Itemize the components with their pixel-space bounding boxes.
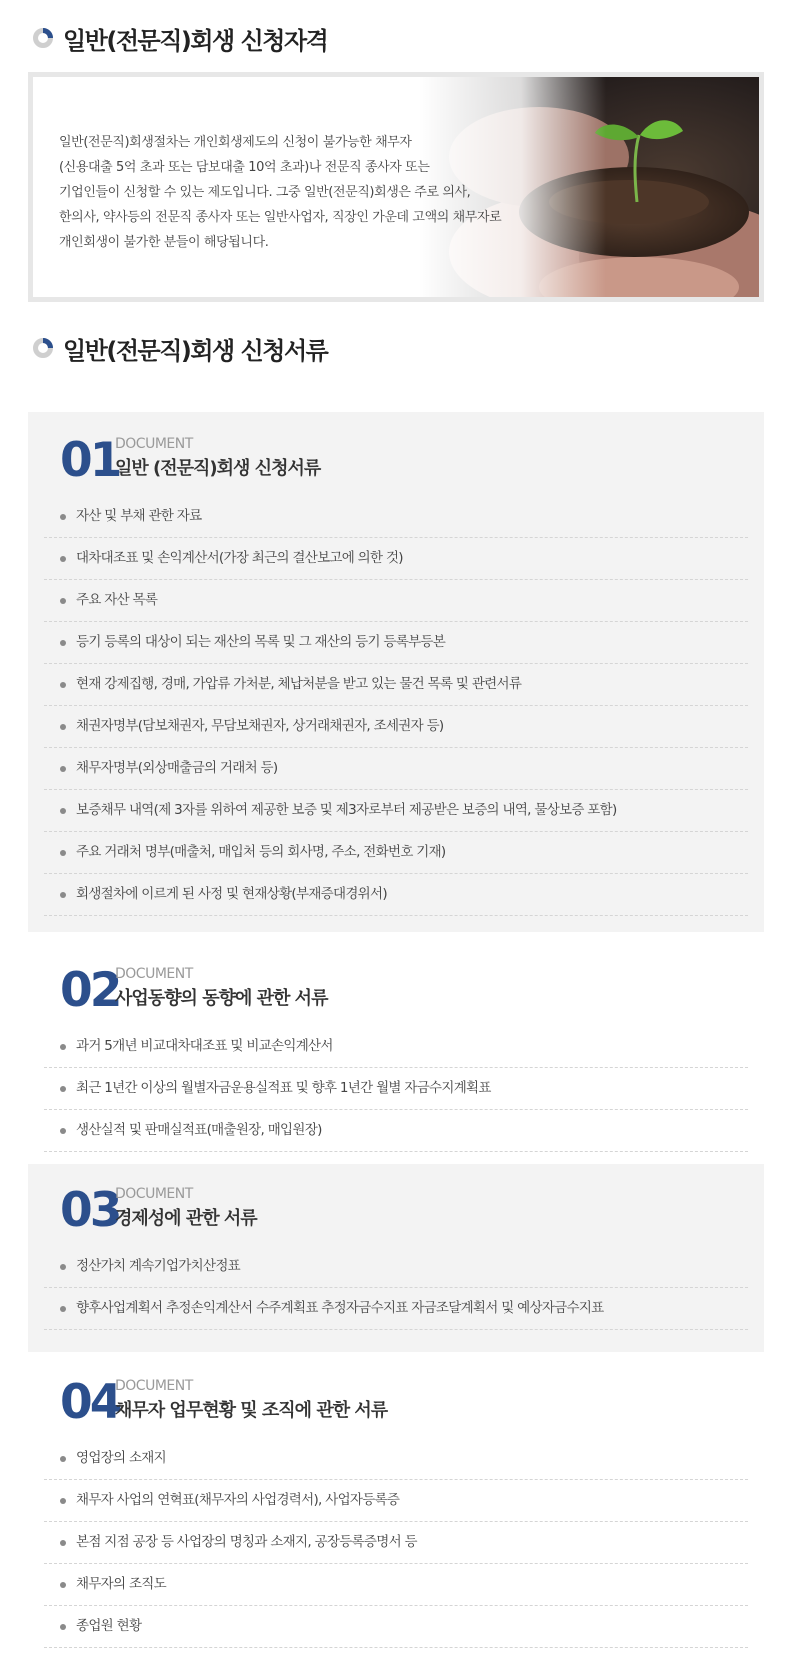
document-list xyxy=(44,496,748,916)
section-title: 채무자 업무현황 및 조직에 관한 서류 xyxy=(115,1400,388,1421)
list-item-text: 자산 및 부채 관한 자료 xyxy=(76,508,202,524)
list-item-text: 채무자명부(외상매출금의 거래처 등) xyxy=(76,760,278,776)
bullet-dot-icon xyxy=(60,892,66,898)
documents-heading xyxy=(32,330,327,366)
list-item xyxy=(44,874,748,916)
list-item xyxy=(44,1246,748,1288)
document-list xyxy=(44,1246,748,1330)
document-section-03 xyxy=(28,1164,764,1352)
list-item-text: 채권자명부(담보채권자, 무담보채권자, 상거래채권자, 조세권자 등) xyxy=(76,718,444,734)
qualification-line: 개인회생이 불가한 분들이 해당됩니다. xyxy=(59,235,269,250)
bullet-dot-icon xyxy=(60,598,66,604)
list-item-text: 보증채무 내역(제 3자를 위하여 제공한 보증 및 제3자로부터 제공받은 보증의 내역, 물상보증 포함) xyxy=(76,802,617,818)
section-title: 일반 (전문직)회생 신청서류 xyxy=(115,458,321,479)
list-item-text: 회생절차에 이르게 된 사정 및 현재상황(부재증대경위서) xyxy=(76,886,387,902)
qualification-line: 기업인들이 신청할 수 있는 제도입니다. 그중 일반(전문직)회생은 주로 의사, xyxy=(59,185,471,200)
bullet-dot-icon xyxy=(60,514,66,520)
list-item xyxy=(44,622,748,664)
list-item-text: 등기 등록의 대상이 되는 재산의 목록 및 그 재산의 등기 등록부등본 xyxy=(76,634,446,650)
section-number: 04 xyxy=(60,1375,120,1430)
list-item xyxy=(44,1480,748,1522)
list-item xyxy=(44,1026,748,1068)
list-item xyxy=(44,538,748,580)
ring-bullet-icon xyxy=(32,337,54,359)
list-item xyxy=(44,832,748,874)
bullet-dot-icon xyxy=(60,808,66,814)
section-number: 03 xyxy=(60,1183,120,1238)
document-list xyxy=(44,1026,748,1152)
list-item xyxy=(44,790,748,832)
document-section-01 xyxy=(28,412,764,932)
list-item-text: 현재 강제집행, 경매, 가압류 가처분, 체납처분을 받고 있는 물건 목록 및 관련서류 xyxy=(76,676,522,692)
bullet-dot-icon xyxy=(60,1540,66,1546)
qualification-line: 한의사, 약사등의 전문직 종사자 또는 일반사업자, 직장인 가운데 고액의 채무자로 xyxy=(59,210,502,225)
section-label: DOCUMENT xyxy=(115,966,193,982)
list-item-text: 정산가치 계속기업가치산정표 xyxy=(76,1258,241,1274)
section-number: 01 xyxy=(60,433,120,488)
list-item xyxy=(44,496,748,538)
bullet-dot-icon xyxy=(60,640,66,646)
qualification-description xyxy=(59,130,509,255)
bullet-dot-icon xyxy=(60,682,66,688)
list-item-text: 채무자 사업의 연혁표(채무자의 사업경력서), 사업자등록증 xyxy=(76,1492,400,1508)
list-item xyxy=(44,1110,748,1152)
bullet-dot-icon xyxy=(60,1624,66,1630)
bullet-dot-icon xyxy=(60,1128,66,1134)
list-item xyxy=(44,1606,748,1648)
bullet-dot-icon xyxy=(60,1264,66,1270)
bullet-dot-icon xyxy=(60,1456,66,1462)
qualification-panel xyxy=(28,72,764,302)
list-item xyxy=(44,1288,748,1330)
bullet-dot-icon xyxy=(60,766,66,772)
list-item-text: 종업원 현황 xyxy=(76,1618,142,1634)
list-item xyxy=(44,748,748,790)
section-label: DOCUMENT xyxy=(115,436,193,452)
document-section-04 xyxy=(28,1370,764,1660)
list-item-text: 대차대조표 및 손익계산서(가장 최근의 결산보고에 의한 것) xyxy=(76,550,403,566)
bullet-dot-icon xyxy=(60,1582,66,1588)
list-item xyxy=(44,664,748,706)
list-item xyxy=(44,1438,748,1480)
list-item-text: 본점 지점 공장 등 사업장의 명칭과 소재지, 공장등록증명서 등 xyxy=(76,1534,417,1550)
document-list xyxy=(44,1438,748,1648)
list-item-text: 생산실적 및 판매실적표(매출원장, 매입원장) xyxy=(76,1122,322,1138)
section-title: 경제성에 관한 서류 xyxy=(115,1208,257,1229)
bullet-dot-icon xyxy=(60,1498,66,1504)
section-title: 사업동향의 동향에 관한 서류 xyxy=(115,988,328,1009)
section-number: 02 xyxy=(60,963,120,1018)
list-item-text: 향후사업계획서 추정손익계산서 수주계획표 추정자금수지표 자금조달계획서 및 예상자금수지표 xyxy=(76,1300,604,1316)
document-section-header xyxy=(60,962,748,1026)
documents-title: 일반(전문직)회생 신청서류 xyxy=(63,336,328,365)
bullet-dot-icon xyxy=(60,724,66,730)
qualification-heading xyxy=(32,20,327,56)
document-section-header xyxy=(60,1374,748,1438)
list-item-text: 과거 5개년 비교대차대조표 및 비교손익계산서 xyxy=(76,1038,333,1054)
list-item xyxy=(44,1522,748,1564)
bullet-dot-icon xyxy=(60,1306,66,1312)
ring-bullet-icon xyxy=(32,27,54,49)
bullet-dot-icon xyxy=(60,1044,66,1050)
list-item-text: 영업장의 소재지 xyxy=(76,1450,166,1466)
list-item xyxy=(44,1068,748,1110)
list-item xyxy=(44,580,748,622)
bullet-dot-icon xyxy=(60,850,66,856)
section-label: DOCUMENT xyxy=(115,1378,193,1394)
list-item-text: 채무자의 조직도 xyxy=(76,1576,166,1592)
list-item xyxy=(44,706,748,748)
qualification-line: (신용대출 5억 초과 또는 담보대출 10억 초과)나 전문직 종사자 또는 xyxy=(59,160,430,175)
bullet-dot-icon xyxy=(60,1086,66,1092)
document-section-header xyxy=(60,1182,748,1246)
list-item-text: 최근 1년간 이상의 월별자금운용실적표 및 향후 1년간 월별 자금수지계획표 xyxy=(76,1080,491,1096)
qualification-line: 일반(전문직)회생절차는 개인회생제도의 신청이 불가능한 채무자 xyxy=(59,135,412,150)
bullet-dot-icon xyxy=(60,556,66,562)
list-item-text: 주요 자산 목록 xyxy=(76,592,158,608)
section-label: DOCUMENT xyxy=(115,1186,193,1202)
qualification-title: 일반(전문직)회생 신청자격 xyxy=(63,26,328,55)
list-item-text: 주요 거래처 명부(매출처, 매입처 등의 회사명, 주소, 전화번호 기재) xyxy=(76,844,446,860)
document-section-header xyxy=(60,432,748,496)
list-item xyxy=(44,1564,748,1606)
document-section-02 xyxy=(28,952,764,1142)
